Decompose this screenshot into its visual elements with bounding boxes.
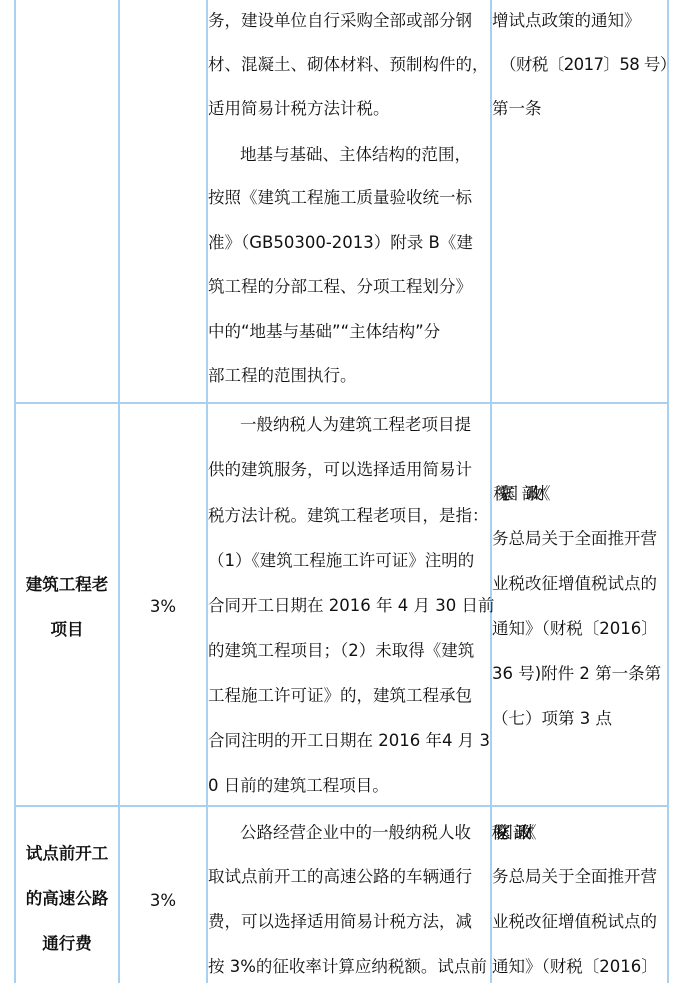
basis-line: 36 号)附件 2 第一条第 bbox=[492, 664, 662, 683]
column-divider-1 bbox=[118, 0, 120, 983]
description-line: 费，可以选择适用简易计税方法，减 bbox=[208, 912, 472, 931]
description-line: 务，建设单位自行采购全部或部分钢 bbox=[208, 11, 472, 30]
category-line: 通行费 bbox=[42, 934, 92, 953]
rate-value: 3% bbox=[149, 891, 177, 910]
description-line: 筑工程的分部工程、分项工程划分》 bbox=[208, 277, 472, 296]
column-divider-2 bbox=[206, 0, 208, 983]
basis-line: 通知》（财税〔2016〕 bbox=[492, 957, 658, 976]
table-border-left bbox=[14, 0, 16, 983]
category-line: 建筑工程老 bbox=[25, 575, 109, 594]
row-divider-1 bbox=[14, 402, 667, 404]
description-line: 供的建筑服务，可以选择适用简易计 bbox=[208, 460, 472, 479]
rate-value: 3% bbox=[149, 597, 177, 616]
description-line: 地基与基础、主体结构的范围， bbox=[240, 145, 471, 164]
description-line: 工程施工许可证》的，建筑工程承包 bbox=[208, 686, 472, 705]
description-line: 取试点前开工的高速公路的车辆通行 bbox=[208, 867, 472, 886]
basis-line: （财税〔2017〕58 号） bbox=[500, 55, 676, 74]
description-line: 中的“地基与基础”“主体结构”分 bbox=[208, 322, 441, 341]
basis-line: （七）项第 3 点 bbox=[492, 709, 612, 728]
description-line: 按照《建筑工程施工质量验收统一标 bbox=[208, 188, 472, 207]
description-line: 合同注明的开工日期在 2016 年4 月 3 bbox=[208, 731, 490, 750]
category-line: 的高速公路 bbox=[25, 889, 109, 908]
basis-line: 务总局关于全面推开营 bbox=[492, 529, 657, 548]
basis-line: 业税改征增值税试点的 bbox=[492, 912, 657, 931]
description-line: 按 3%的征收率计算应纳税额。试点前 bbox=[208, 957, 487, 976]
description-line: 0 日前的建筑工程项目。 bbox=[208, 776, 389, 795]
description-line: 一般纳税人为建筑工程老项目提 bbox=[240, 415, 471, 434]
description-line: 部工程的范围执行。 bbox=[208, 366, 357, 385]
description-line: 准》（GB50300-2013）附录 B《建 bbox=[208, 233, 473, 252]
description-line: 税方法计税。建筑工程老项目，是指： bbox=[208, 506, 489, 525]
row-divider-2 bbox=[14, 805, 667, 807]
description-line: 公路经营企业中的一般纳税人收 bbox=[240, 823, 471, 842]
description-line: 适用简易计税方法计税。 bbox=[208, 99, 390, 118]
description-line: 合同开工日期在 2016 年 4 月 30 日前 bbox=[208, 596, 495, 615]
basis-line: 务总局关于全面推开营 bbox=[492, 867, 657, 886]
description-line: （1）《建筑工程施工许可证》注明的 bbox=[208, 551, 475, 570]
column-divider-3 bbox=[490, 0, 492, 983]
basis-line: 通知》（财税〔2016〕 bbox=[492, 619, 658, 638]
basis-line: 业税改征增值税试点的 bbox=[492, 574, 657, 593]
table-border-right bbox=[667, 0, 669, 983]
description-line: 的建筑工程项目；（2）未取得《建筑 bbox=[208, 641, 475, 660]
description-line: 材、混凝土、砌体材料、预制构件的， bbox=[208, 55, 489, 74]
category-line: 试点前开工 bbox=[25, 844, 109, 863]
category-line: 项目 bbox=[50, 620, 84, 639]
basis-line: 第一条 bbox=[492, 99, 542, 118]
basis-line: 增试点政策的通知》 bbox=[492, 11, 641, 30]
